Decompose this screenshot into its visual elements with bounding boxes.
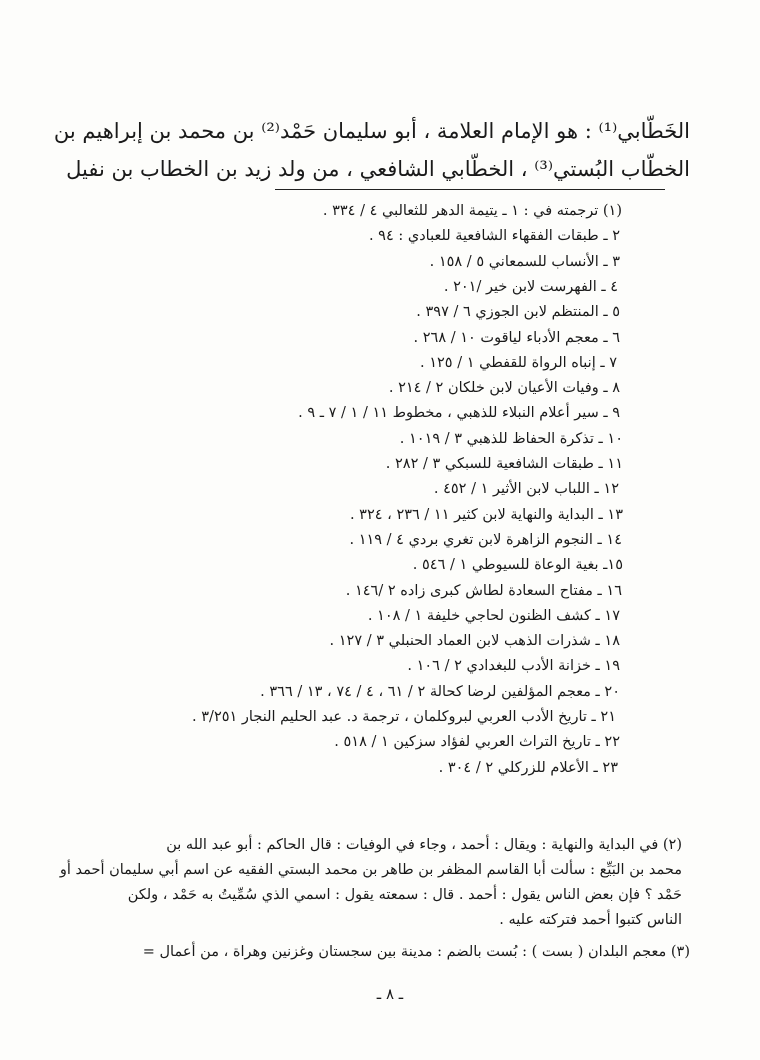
source-list-item: ٨ ـ وفيات الأعيان لابن خلكان ٢ / ٢١٤ . xyxy=(388,380,620,397)
source-list-item: ٢٢ ـ تاريخ التراث العربي لفؤاد سزكين ١ / ٥١٨ . xyxy=(334,734,620,751)
source-list-item: ١١ ـ طبقات الشافعية للسبكي ٣ / ٢٨٢ . xyxy=(385,456,623,472)
footnote-separator xyxy=(275,189,665,190)
footnote-2 xyxy=(59,833,682,933)
footnote-2-line-4: الناس كتبوا أحمد فتركته عليه . xyxy=(499,912,682,928)
source-list-item: ٢١ ـ تاريخ الأدب العربي لبروكلمان ، ترجمة د. عبد الحليم النجار ٣/٢٥١ . xyxy=(192,709,616,725)
source-list-item: ٣ ـ الأنساب للسمعاني ٥ / ١٥٨ . xyxy=(429,253,620,270)
main-text-line-1: الخَطّابي⁽¹⁾ : هو الإمام العلامة ، أبو سليمان حَمْد⁽²⁾ بن محمد بن إبراهيم بن xyxy=(53,119,690,143)
source-list-item: (١) ترجمته في : ١ ـ يتيمة الدهر للثعالبي ٤ / ٣٣٤ . xyxy=(322,203,622,219)
source-list-item: ٩ ـ سير أعلام النبلاء للذهبي ، مخطوط ١١ / ١ / ٧ ـ ٩ . xyxy=(298,405,620,422)
main-text xyxy=(53,112,690,188)
source-list-item: ١٤ ـ النجوم الزاهرة لابن تغري بردي ٤ / ١١٩ . xyxy=(349,531,622,548)
source-list-item: ١٦ ـ مفتاح السعادة لطاش كبرى زاده ٢ /١٤٦ . xyxy=(345,582,622,599)
source-list-item: ١٣ ـ البداية والنهاية لابن كثير ١١ / ٢٣٦ ، ٣٢٤ . xyxy=(349,506,623,523)
source-list-item: ١٠ ـ تذكرة الحفاظ للذهبي ٣ / ١٠١٩ . xyxy=(399,430,623,447)
source-list-item: ١٩ ـ خزانة الأدب للبغدادي ٢ / ١٠٦ . xyxy=(407,658,620,675)
source-list-item: ٤ ـ الفهرست لابن خير /٢٠١ . xyxy=(443,278,618,295)
main-text-line-2: الخطّاب البُستي⁽³⁾ ، الخطّابي الشافعي ، من ولد زيد بن الخطاب بن نفيل xyxy=(66,157,690,181)
footnote-2-line-1: (٢) في البداية والنهاية : ويقال : أحمد ، وجاء في الوفيات : قال الحاكم : أبو عبد الله بن xyxy=(166,837,682,853)
page-number: ـ ٨ ـ xyxy=(376,985,404,1003)
source-list-item: ٧ ـ إنباه الرواة للقفطي ١ / ١٢٥ . xyxy=(420,354,617,371)
source-list-item: ٦ ـ معجم الأدباء لياقوت ١٠ / ٢٦٨ . xyxy=(413,329,620,346)
source-list-item: ١٧ ـ كشف الظنون لحاجي خليفة ١ / ١٠٨ . xyxy=(367,607,620,624)
source-list-item: ١٨ ـ شذرات الذهب لابن العماد الحنبلي ٣ / ١٢٧ . xyxy=(329,633,620,650)
source-list-item: ١٥ـ بغية الوعاة للسيوطي ١ / ٥٤٦ . xyxy=(412,557,623,574)
source-list-item: ٢ ـ طبقات الفقهاء الشافعية للعبادي : ٩٤ . xyxy=(368,228,620,245)
source-list-item: ١٢ ـ اللباب لابن الأثير ١ / ٤٥٢ . xyxy=(433,481,619,498)
footnote-3: (٣) معجم البلدان ( بست ) : بُست بالضم : مدينة بين سجستان وغزنين وهراة ، من أعمال = xyxy=(142,944,690,960)
footnote-2-line-2: محمد بن البَيِّع : سألت أبا القاسم المظفر بن طاهر بن محمد البستي الفقيه عن اسم أبي سليمان أحمد أو xyxy=(59,862,682,878)
footnote-2-line-3: حَمْد ؟ فإن بعض الناس يقول : أحمد . قال : سمعته يقول : اسمي الذي سُمِّيتُ به حَمْد ، ولكن xyxy=(127,887,682,903)
source-list-item: ٥ ـ المنتظم لابن الجوزي ٦ / ٣٩٧ . xyxy=(416,304,620,321)
source-list-item: ٢٣ ـ الأعلام للزركلي ٢ / ٣٠٤ . xyxy=(438,759,618,776)
source-list-item: ٢٠ ـ معجم المؤلفين لرضا كحالة ٢ / ٦١ ، ٤ / ٧٤ ، ١٣ / ٣٦٦ . xyxy=(260,683,620,700)
